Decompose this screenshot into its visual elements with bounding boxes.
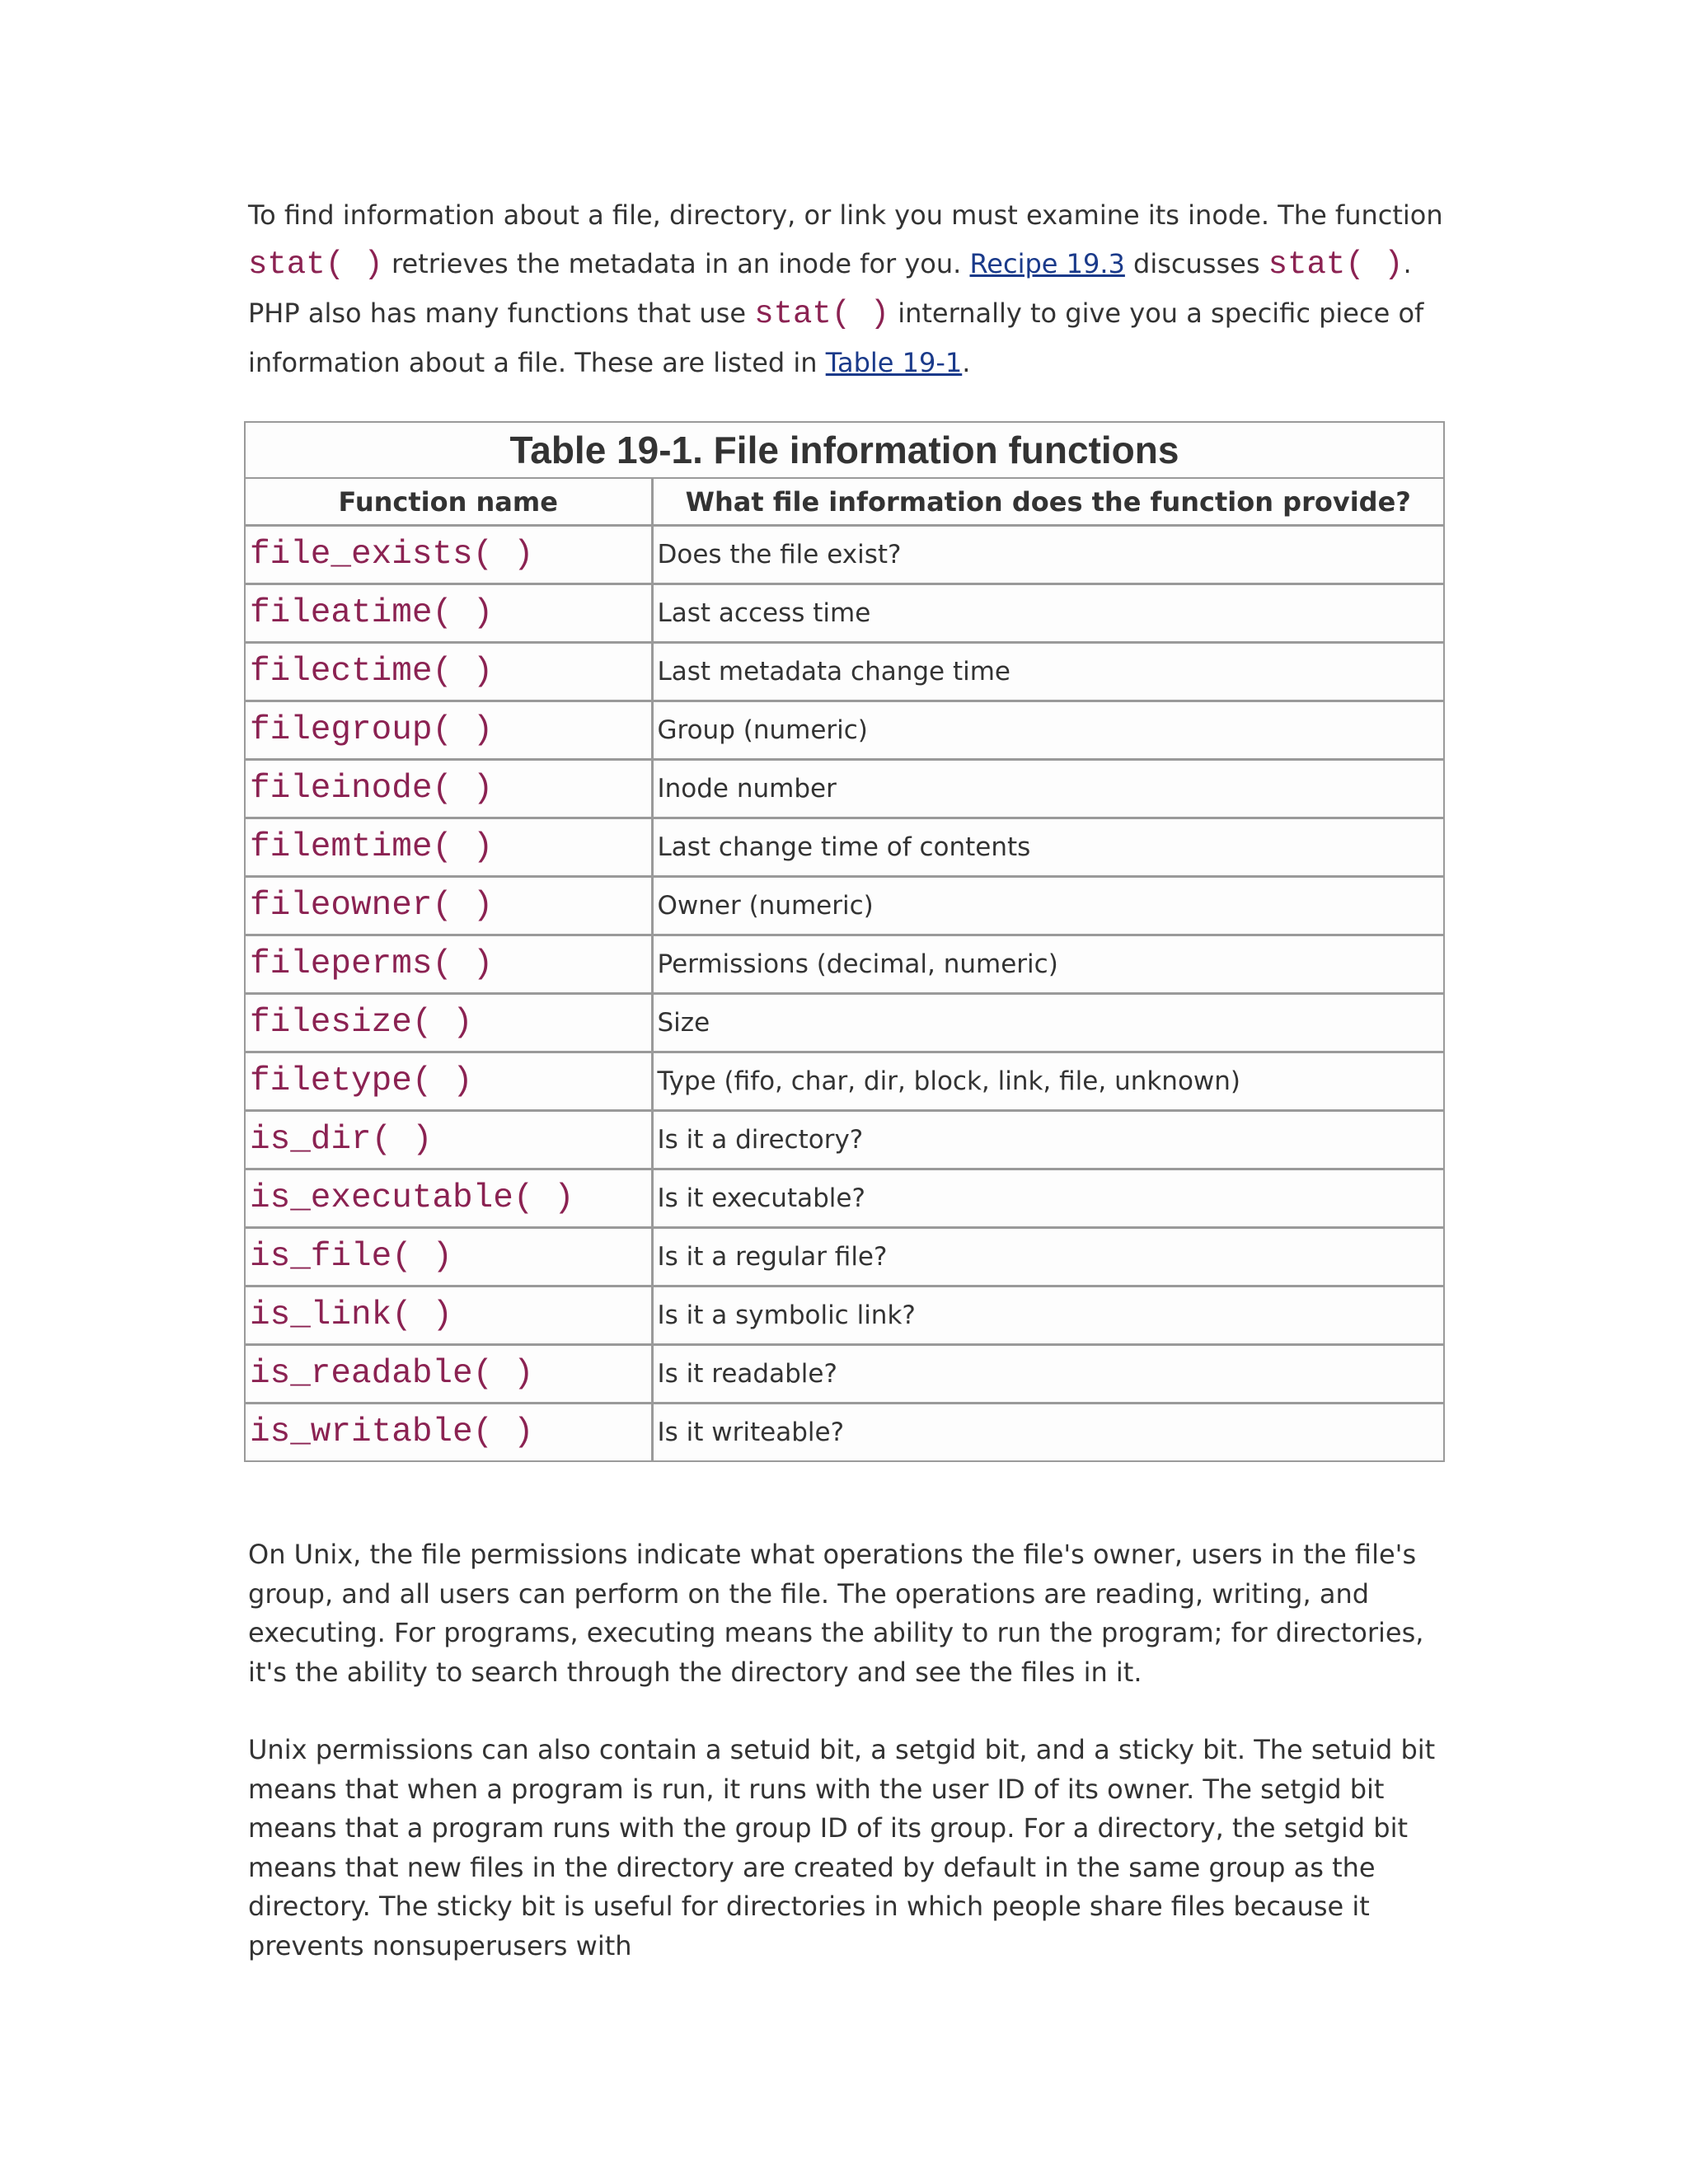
description-cell: Last metadata change time xyxy=(652,643,1443,701)
table-row xyxy=(246,994,1443,1052)
function-name-cell: fileatime( ) xyxy=(246,584,652,643)
table-row xyxy=(246,818,1443,877)
description-cell: Last change time of contents xyxy=(652,818,1443,877)
description-cell: Type (fifo, char, dir, block, link, file, unknown) xyxy=(652,1052,1443,1111)
function-name-cell: filemtime( ) xyxy=(246,818,652,877)
table-row xyxy=(246,701,1443,760)
header-file-information: What file information does the function provide? xyxy=(652,479,1443,526)
function-name-cell: is_executable( ) xyxy=(246,1169,652,1228)
intro-text-4: . PHP also has many functions that use xyxy=(248,248,1412,329)
intro-text-6: . xyxy=(962,347,971,378)
description-cell: Last access time xyxy=(652,584,1443,643)
description-cell: Inode number xyxy=(652,760,1443,818)
special-bits-paragraph: Unix permissions can also contain a setuid bit, a setgid bit, and a sticky bit. The setuid bit means that when a program is run, it runs with the user ID of its owner. The setgid bit means that a program runs with the group ID of its group. For a directory, the setgid bit means that new files in the directory are created by default in the same group as the directory. The sticky bit is useful for directories in which people share files because it prevents nonsuperusers with xyxy=(248,1734,1436,1961)
description-cell: Is it a directory? xyxy=(652,1111,1443,1169)
code-stat-3: stat( ) xyxy=(754,296,890,332)
function-table xyxy=(246,479,1443,1460)
table-19-1-link[interactable]: Table 19-1 xyxy=(825,347,963,378)
function-name-cell: filectime( ) xyxy=(246,643,652,701)
description-cell: Owner (numeric) xyxy=(652,877,1443,935)
function-name-cell: filesize( ) xyxy=(246,994,652,1052)
table-row xyxy=(246,760,1443,818)
intro-text-5: internally to give you a specific piece of information about a file. These are listed in xyxy=(248,298,1424,378)
function-name-cell: filetype( ) xyxy=(246,1052,652,1111)
code-stat-1: stat( ) xyxy=(248,246,383,283)
permissions-paragraph: On Unix, the file permissions indicate what operations the file's owner, users in the file's group, and all users can perform on the file. The operations are reading, writing, and executing. For programs, executing means the ability to run the program; for directories, it's the ability to search through the directory and see the files in it. xyxy=(248,1539,1424,1688)
description-cell: Does the file exist? xyxy=(652,526,1443,584)
function-name-cell: is_dir( ) xyxy=(246,1111,652,1169)
file-info-table xyxy=(244,421,1445,1462)
function-name-cell: is_link( ) xyxy=(246,1286,652,1345)
function-name-cell: filegroup( ) xyxy=(246,701,652,760)
function-name-cell: fileperms( ) xyxy=(246,935,652,994)
description-cell: Is it writeable? xyxy=(652,1404,1443,1461)
table-row xyxy=(246,1111,1443,1169)
header-function-name: Function name xyxy=(246,479,652,526)
table-row xyxy=(246,1345,1443,1404)
description-cell: Is it executable? xyxy=(652,1169,1443,1228)
table-row xyxy=(246,1404,1443,1461)
table-row xyxy=(246,1228,1443,1286)
table-row xyxy=(246,1052,1443,1111)
table-row xyxy=(246,526,1443,584)
intro-text-1: To find information about a file, directory, or link you must examine its inode. The function xyxy=(248,199,1443,231)
function-name-cell: fileinode( ) xyxy=(246,760,652,818)
table-header-row xyxy=(246,479,1443,526)
table-row xyxy=(246,643,1443,701)
code-stat-2: stat( ) xyxy=(1268,246,1404,283)
function-name-cell: file_exists( ) xyxy=(246,526,652,584)
description-cell: Is it a symbolic link? xyxy=(652,1286,1443,1345)
table-row xyxy=(246,935,1443,994)
description-cell: Permissions (decimal, numeric) xyxy=(652,935,1443,994)
description-cell: Size xyxy=(652,994,1443,1052)
description-cell: Is it readable? xyxy=(652,1345,1443,1404)
table-row xyxy=(246,1169,1443,1228)
function-name-cell: fileowner( ) xyxy=(246,877,652,935)
function-name-cell: is_writable( ) xyxy=(246,1404,652,1461)
function-name-cell: is_file( ) xyxy=(246,1228,652,1286)
intro-text-2: retrieves the metadata in an inode for you. xyxy=(382,248,970,279)
recipe-19-3-link[interactable]: Recipe 19.3 xyxy=(969,248,1125,279)
intro-paragraph xyxy=(248,191,1443,387)
table-row xyxy=(246,1286,1443,1345)
description-cell: Is it a regular file? xyxy=(652,1228,1443,1286)
table-caption: Table 19-1. File information functions xyxy=(246,423,1443,479)
intro-text-3: discusses xyxy=(1124,248,1268,279)
function-name-cell: is_readable( ) xyxy=(246,1345,652,1404)
table-row xyxy=(246,584,1443,643)
description-cell: Group (numeric) xyxy=(652,701,1443,760)
table-row xyxy=(246,877,1443,935)
